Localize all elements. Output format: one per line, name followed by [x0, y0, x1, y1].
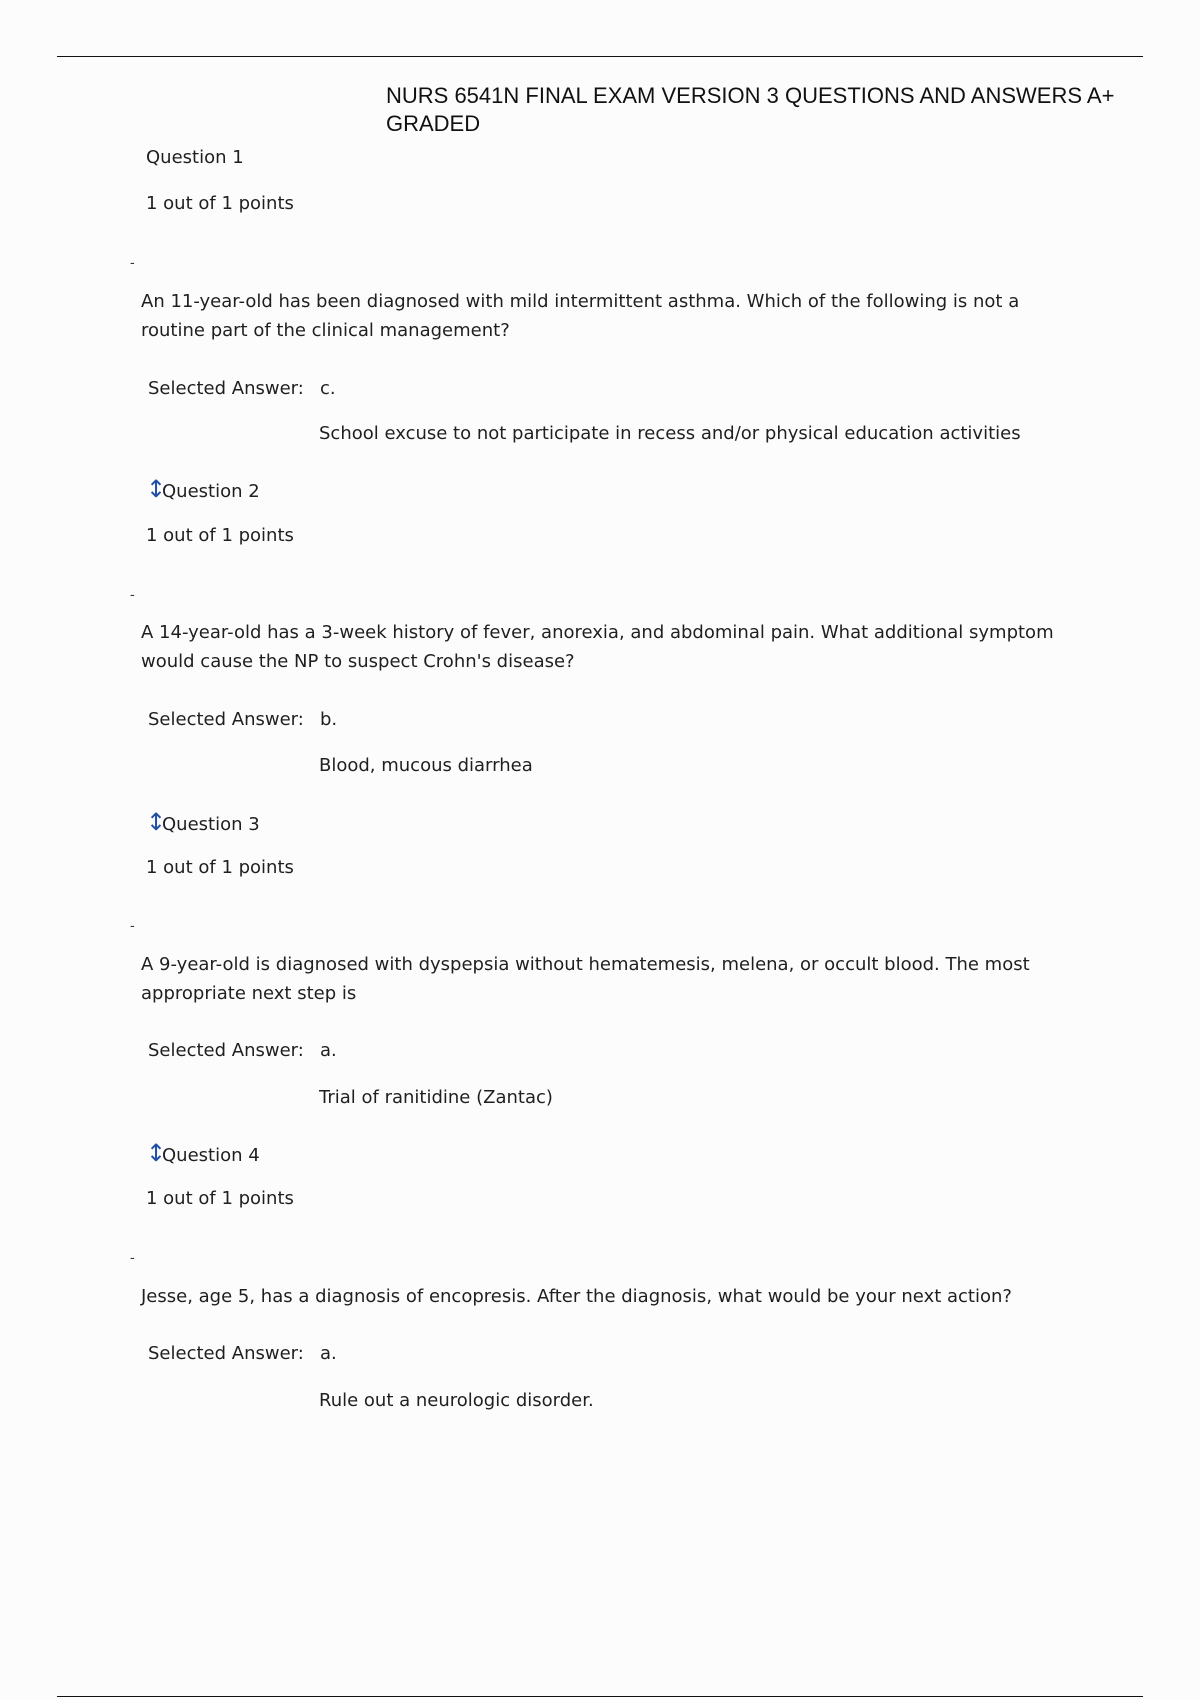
question-2-heading[interactable] — [146, 476, 260, 502]
question-4-heading[interactable] — [146, 1140, 260, 1166]
document-title: NURS 6541N FINAL EXAM VERSION 3 QUESTIONS AND ANSWERS A+ GRADED — [386, 83, 1115, 136]
question-1-selected-answer: School excuse to not participate in recess and/or physical education activities — [319, 423, 1021, 444]
top-rule — [57, 56, 1143, 57]
question-3-heading[interactable] — [146, 809, 260, 835]
up-down-arrow-icon[interactable]: ↕ — [146, 475, 167, 503]
question-4-text: Jesse, age 5, has a diagnosis of encopresis. After the diagnosis, what would be your next action? — [141, 1286, 1012, 1307]
question-2-marker: - — [130, 586, 135, 602]
question-2-selected-label: Selected Answer: — [148, 709, 304, 730]
question-3-points: 1 out of 1 points — [146, 857, 294, 878]
question-4-selected-letter: a. — [320, 1343, 337, 1364]
question-1-selected-letter: c. — [320, 378, 336, 399]
question-3-selected-label: Selected Answer: — [148, 1040, 304, 1061]
question-1-selected-label: Selected Answer: — [148, 378, 304, 399]
question-1-points: 1 out of 1 points — [146, 193, 294, 214]
question-4-label: Question 4 — [162, 1145, 260, 1166]
question-1-heading — [146, 145, 244, 171]
question-3-selected-letter: a. — [320, 1040, 337, 1061]
question-3-selected-answer: Trial of ranitidine (Zantac) — [319, 1087, 553, 1108]
question-4-points: 1 out of 1 points — [146, 1188, 294, 1209]
question-4-marker: - — [130, 1249, 135, 1265]
question-3-text: A 9-year-old is diagnosed with dyspepsia without hematemesis, melena, or occult blood. The most appropriate next step is — [141, 954, 1030, 1004]
question-4-selected-answer: Rule out a neurologic disorder. — [319, 1390, 594, 1411]
question-1-label: Question 1 — [146, 147, 244, 168]
question-2-points: 1 out of 1 points — [146, 525, 294, 546]
question-2-label: Question 2 — [162, 481, 260, 502]
question-1-marker: - — [130, 254, 135, 270]
question-2-text: A 14-year-old has a 3-week history of fever, anorexia, and abdominal pain. What additional symptom would cause the NP to suspect Crohn's disease? — [141, 622, 1054, 672]
question-1-text: An 11-year-old has been diagnosed with mild intermittent asthma. Which of the following is not a routine part of the clinical management? — [141, 291, 1020, 341]
bottom-rule — [57, 1696, 1143, 1697]
up-down-arrow-icon[interactable]: ↕ — [146, 808, 167, 836]
question-3-label: Question 3 — [162, 814, 260, 835]
up-down-arrow-icon[interactable]: ↕ — [146, 1139, 167, 1167]
question-4-selected-label: Selected Answer: — [148, 1343, 304, 1364]
question-2-selected-letter: b. — [320, 709, 338, 730]
question-3-marker: - — [130, 917, 135, 933]
question-2-selected-answer: Blood, mucous diarrhea — [319, 755, 533, 776]
